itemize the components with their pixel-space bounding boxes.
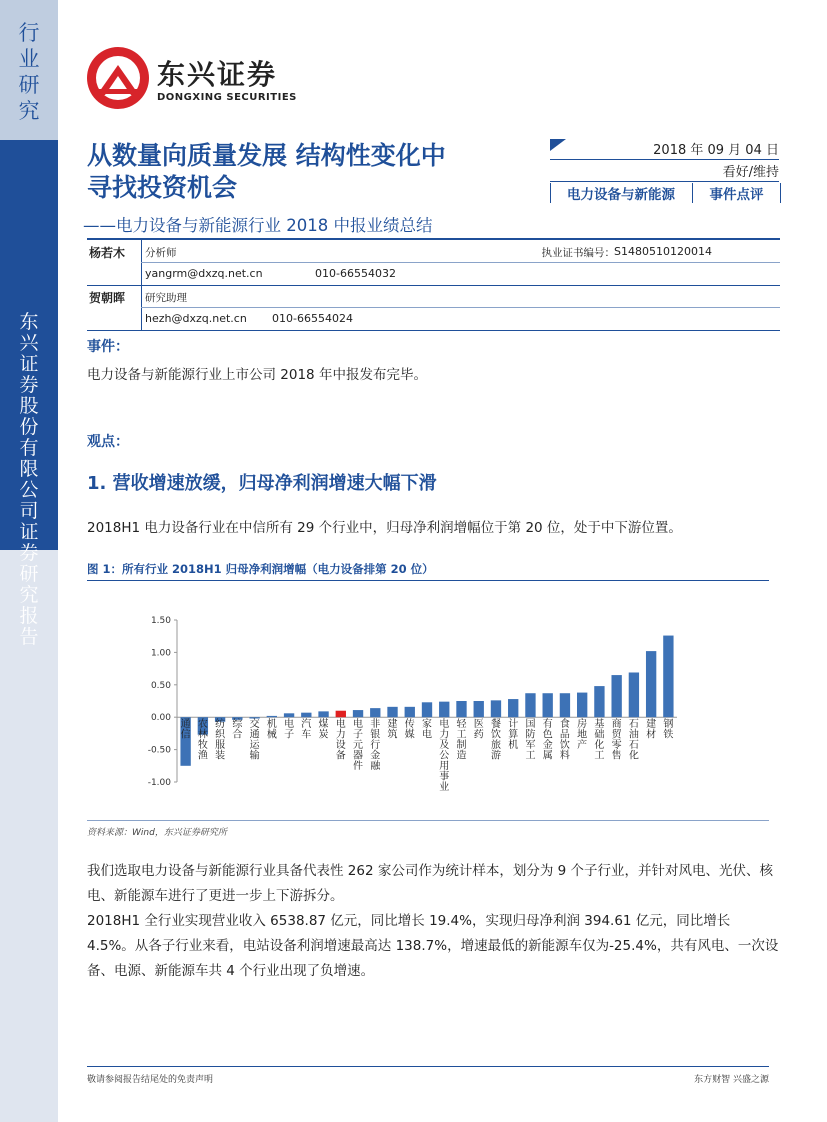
corner-triangle-icon bbox=[550, 139, 566, 151]
y-tick-label: 0.50 bbox=[150, 680, 171, 691]
event-heading: 事件： bbox=[87, 339, 129, 355]
bar-15 bbox=[439, 702, 449, 718]
category-label: 基础化工 bbox=[594, 719, 605, 762]
figure-caption: 图 1：所有行业 2018H1 归母净利润增幅（电力设备排第 20 位） bbox=[87, 562, 434, 576]
company-logo bbox=[85, 45, 325, 115]
category-label: 医药 bbox=[473, 719, 484, 741]
sidebar-vertical-label: 东 兴 证 券 股 份 有 限 公 司 证 券 研 究 报 告 bbox=[19, 311, 39, 648]
category-label: 电力设备 bbox=[335, 719, 346, 762]
analyst-table bbox=[87, 240, 780, 336]
report-info-box bbox=[550, 139, 779, 203]
bar-28 bbox=[663, 636, 673, 718]
report-title bbox=[87, 140, 446, 204]
bar-5 bbox=[267, 716, 277, 717]
category-label: 轻工制造 bbox=[456, 719, 467, 762]
bar-12 bbox=[387, 707, 397, 717]
sidebar-mid-band bbox=[0, 140, 58, 648]
category-label: 石油石化 bbox=[628, 719, 639, 762]
category-label: 农林牧渔 bbox=[197, 719, 208, 762]
bar-14 bbox=[422, 702, 432, 717]
category-label: 纺织服装 bbox=[215, 719, 226, 762]
bar-19 bbox=[508, 699, 518, 717]
figure-source: 资料来源：Wind，东兴证券研究所 bbox=[87, 828, 227, 838]
bar-16 bbox=[456, 701, 466, 717]
category-label: 机械 bbox=[266, 719, 277, 741]
industry-rating: 看好/维持 bbox=[722, 165, 779, 180]
assistant-phone: 010-66554024 bbox=[272, 312, 353, 325]
bar-8 bbox=[318, 711, 328, 717]
rating-row bbox=[550, 161, 779, 182]
figure-top-rule bbox=[87, 580, 769, 581]
assistant-email[interactable]: hezh@dxzq.net.cn bbox=[145, 312, 247, 325]
paragraph-sample: 我们选取电力设备与新能源行业具备代表性 262 家公司作为统计样本，划分为 9 个子行业，并针对风电、光伏、核电、新能源车进行了更进一步上下游拆分。 bbox=[87, 863, 774, 904]
bar-24 bbox=[594, 686, 604, 717]
analyst-name: 杨若木 bbox=[89, 246, 126, 260]
category-label: 电力及公用事业 bbox=[439, 719, 450, 794]
category-label: 商贸零售 bbox=[611, 719, 622, 762]
category-label: 汽车 bbox=[301, 719, 312, 741]
analyst-role: 分析师 bbox=[145, 247, 177, 259]
sidebar-top-label: 行 业 研 究 bbox=[18, 21, 40, 123]
category-label: 餐饮旅游 bbox=[490, 719, 501, 762]
analyst-email[interactable]: yangrm@dxzq.net.cn bbox=[145, 267, 263, 280]
y-tick-label: -0.50 bbox=[147, 745, 171, 756]
bar-6 bbox=[284, 713, 294, 717]
category-label: 电子元器件 bbox=[353, 719, 364, 773]
bar-9 bbox=[336, 711, 346, 717]
category-label: 有色金属 bbox=[542, 719, 553, 762]
y-tick-label: -1.00 bbox=[147, 778, 171, 788]
y-tick-label: 1.50 bbox=[150, 616, 171, 626]
assistant-role: 研究助理 bbox=[145, 292, 187, 304]
bar-27 bbox=[646, 651, 656, 717]
row-rule bbox=[87, 285, 780, 286]
bar-23 bbox=[577, 693, 587, 718]
bar-17 bbox=[474, 701, 484, 717]
assistant-name: 贺朝晖 bbox=[89, 291, 126, 305]
bar-13 bbox=[405, 707, 415, 717]
bar-18 bbox=[491, 700, 501, 717]
row-rule bbox=[141, 307, 780, 308]
y-tick-label: 0.00 bbox=[150, 713, 171, 724]
bar-7 bbox=[301, 713, 311, 718]
sidebar bbox=[0, 0, 58, 1122]
point1-text: 2018H1 电力设备行业在中信所有 29 个行业中，归母净利润增幅位于第 20 位，处于中下游位置。 bbox=[87, 520, 682, 536]
category-label: 通信 bbox=[180, 719, 191, 741]
report-type: 事件点评 bbox=[692, 183, 781, 203]
footer-slogan: 东方财智 兴盛之源 bbox=[694, 1075, 769, 1085]
logo-chinese-name: 东兴证券 bbox=[157, 58, 278, 91]
category-label: 食品饮料 bbox=[559, 719, 570, 762]
date-row bbox=[550, 139, 779, 160]
row-rule bbox=[141, 262, 780, 263]
paragraph-results: 2018H1 全行业实现营业收入 6538.87 亿元，同比增长 19.4%，实现归母净利润 394.61 亿元，同比增长 4.5%。从各子行业来看，电站设备利润增速最高达 138.7%，增速最低的新能源车仅为-25.4%，共有风电、一次设备、电源、新能源车共 4 个行业出现了负增速。 bbox=[87, 913, 779, 979]
logo-english-name: DONGXING SECURITIES bbox=[157, 92, 297, 103]
bar-10 bbox=[353, 710, 363, 717]
net-profit-growth-bar-chart bbox=[87, 600, 769, 820]
report-date: 2018 年 09 月 04 日 bbox=[653, 143, 779, 158]
y-tick-label: 1.00 bbox=[150, 648, 171, 659]
category-label: 房地产 bbox=[577, 719, 588, 752]
bar-11 bbox=[370, 708, 380, 717]
bar-20 bbox=[525, 693, 535, 717]
industry-name: 电力设备与新能源 bbox=[550, 183, 691, 203]
sidebar-top-band bbox=[0, 0, 58, 140]
category-label: 国防军工 bbox=[525, 719, 536, 762]
category-label: 建材 bbox=[646, 719, 657, 741]
category-label: 钢铁 bbox=[663, 719, 674, 741]
category-label: 传媒 bbox=[404, 719, 415, 741]
category-row bbox=[550, 183, 779, 203]
bar-22 bbox=[560, 693, 570, 717]
analyst-table-bottom-rule bbox=[87, 330, 780, 331]
category-label: 家电 bbox=[422, 719, 432, 741]
report-subtitle: ——电力设备与新能源行业 2018 中报业绩总结 bbox=[83, 216, 433, 235]
bar-21 bbox=[543, 693, 553, 717]
license-number: S1480510120014 bbox=[614, 245, 712, 258]
title-line-2: 寻找投资机会 bbox=[87, 173, 238, 202]
category-label: 电子 bbox=[284, 719, 295, 741]
category-label: 综合 bbox=[232, 719, 243, 741]
footer-disclaimer: 敬请参阅报告结尾处的免责声明 bbox=[87, 1075, 214, 1085]
analyst-phone: 010-66554032 bbox=[315, 267, 396, 280]
category-label: 交通运输 bbox=[249, 719, 260, 762]
event-text: 电力设备与新能源行业上市公司 2018 年中报发布完毕。 bbox=[87, 367, 427, 383]
viewpoint-heading: 观点： bbox=[87, 434, 129, 450]
category-label: 计算机 bbox=[508, 719, 519, 752]
figure-bottom-rule bbox=[87, 820, 769, 821]
point1-heading: 1. 营收增速放缓，归母净利润增速大幅下滑 bbox=[87, 473, 437, 494]
category-label: 非银行金融 bbox=[370, 719, 381, 773]
category-label: 煤炭 bbox=[318, 719, 329, 741]
logo-emblem-icon bbox=[85, 45, 151, 111]
category-label: 建筑 bbox=[387, 719, 398, 741]
footer-rule bbox=[87, 1066, 769, 1067]
license-label: 执业证书编号： bbox=[541, 247, 615, 259]
bar-25 bbox=[611, 675, 621, 717]
title-line-1: 从数量向质量发展 结构性变化中 bbox=[87, 141, 446, 170]
bar-26 bbox=[629, 672, 639, 717]
